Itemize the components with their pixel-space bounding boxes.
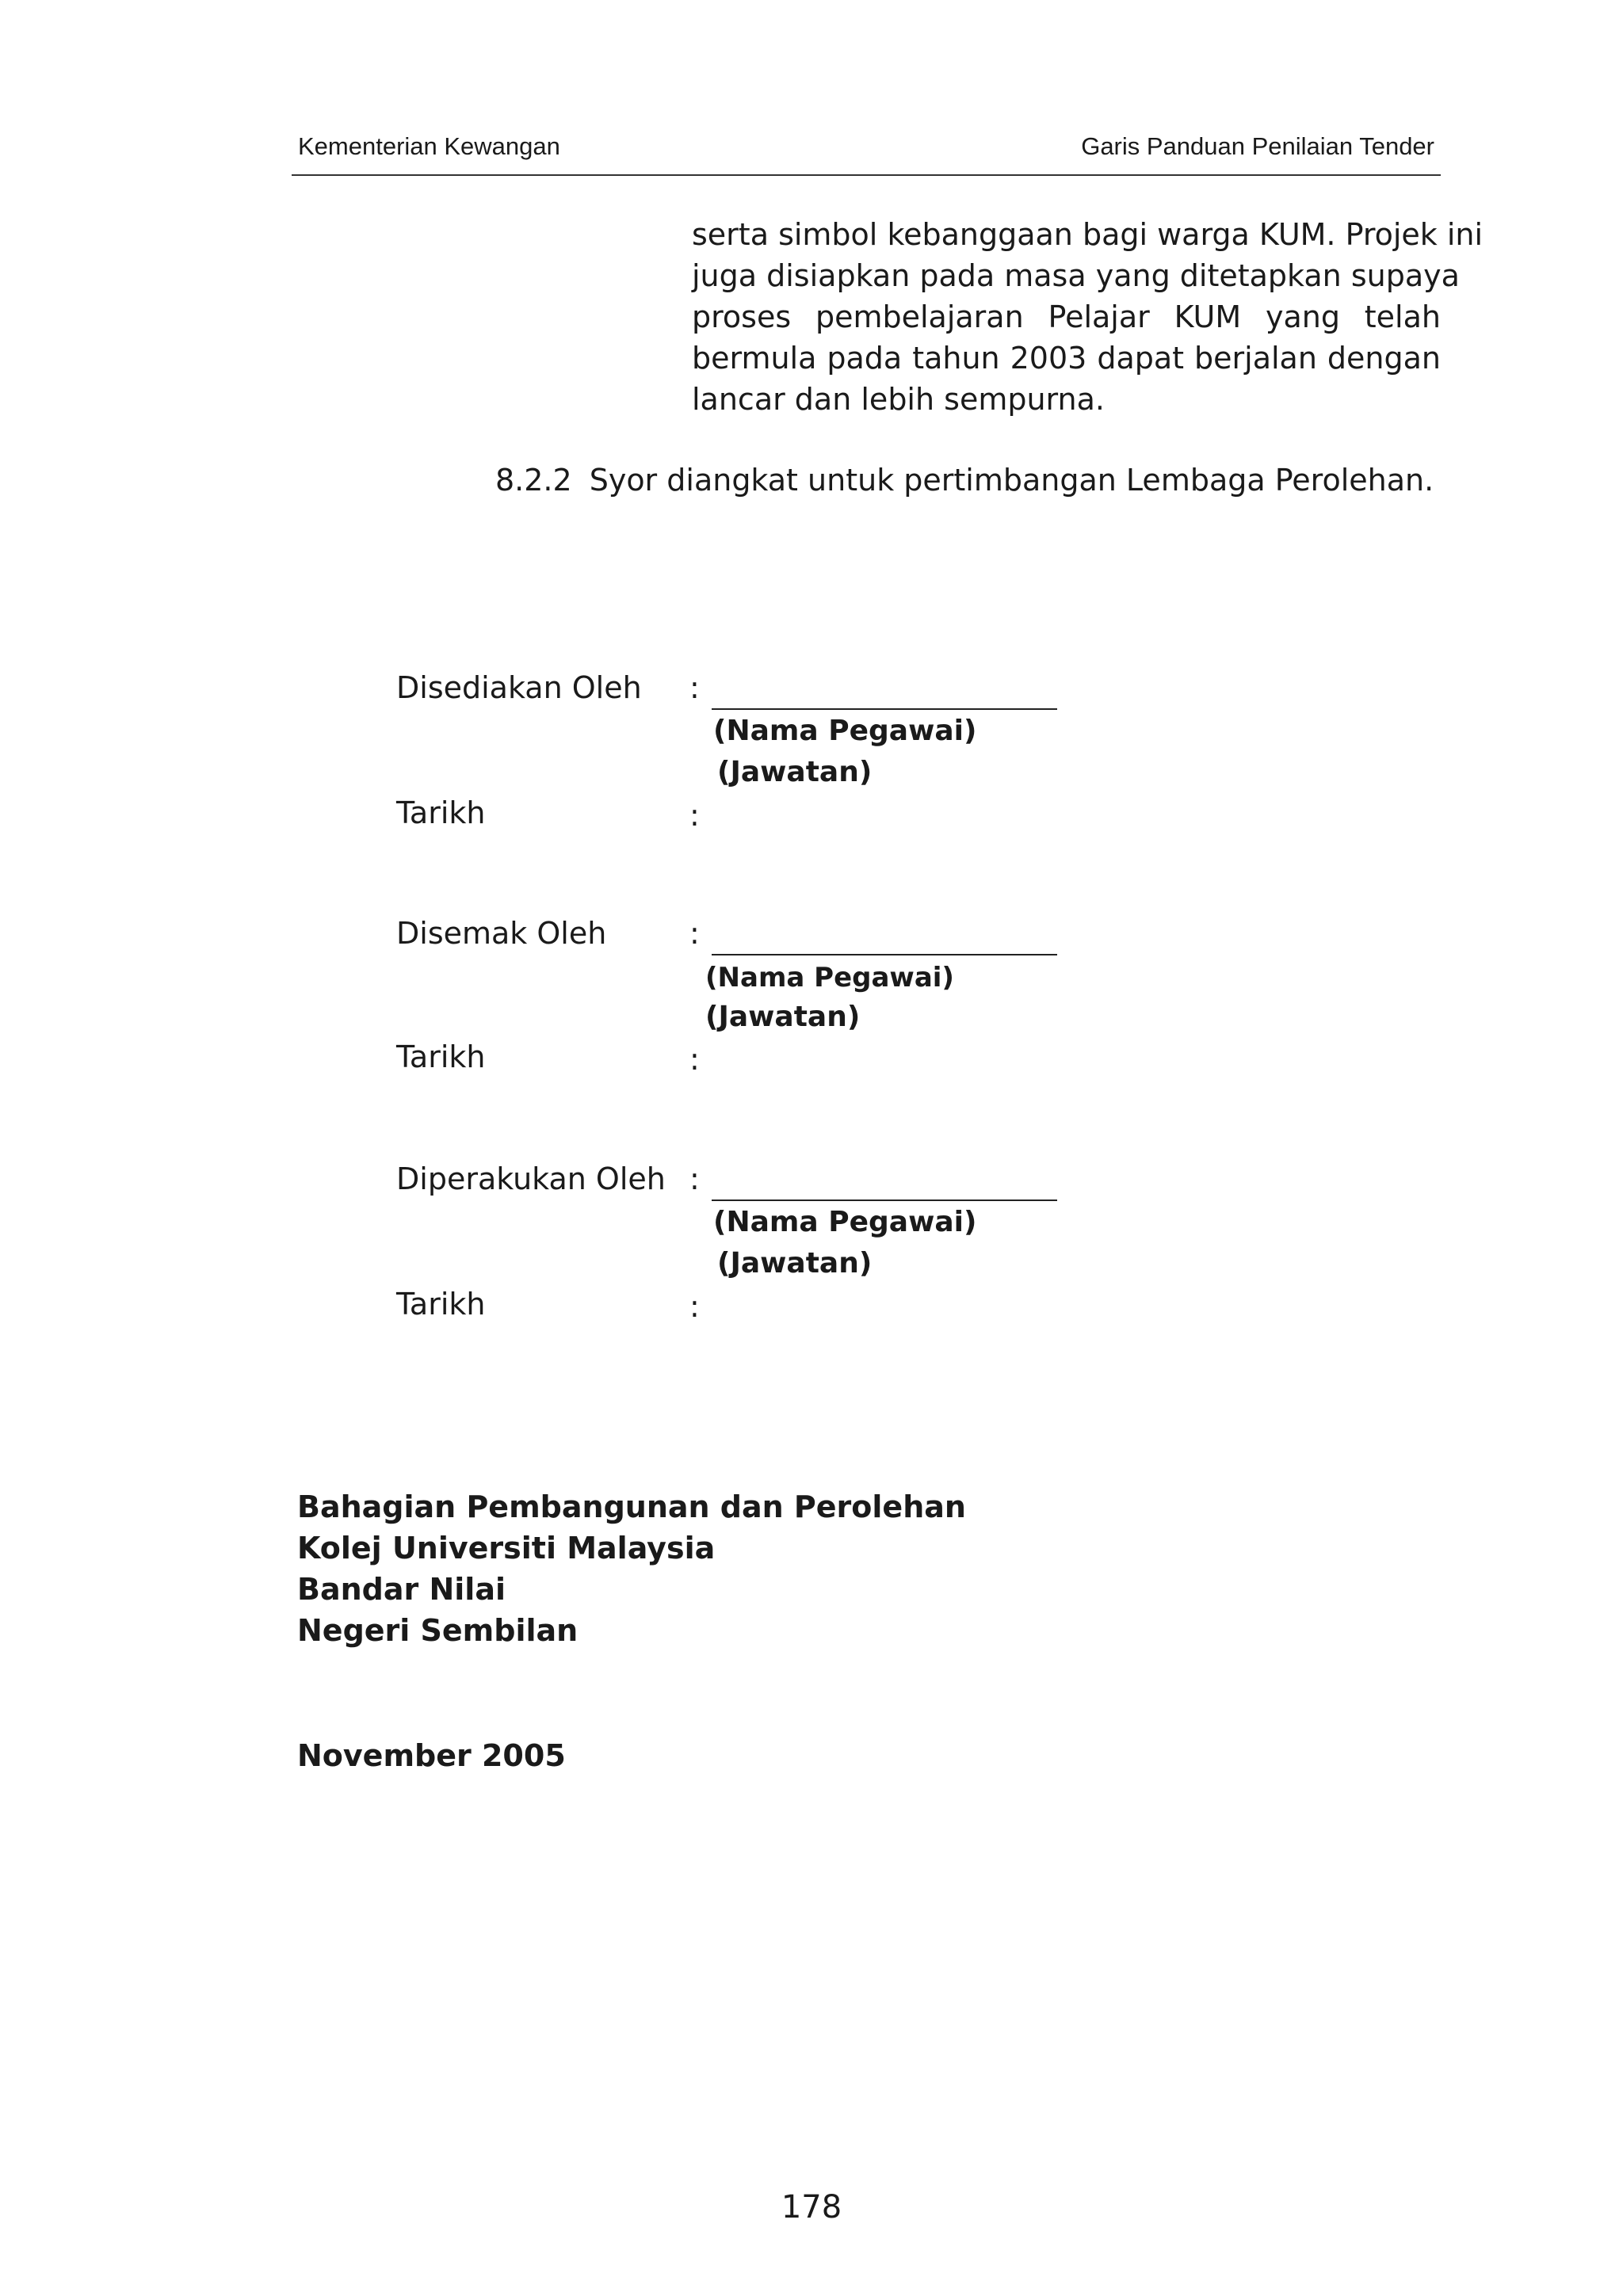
header-document-title: Garis Panduan Penilaian Tender <box>1081 132 1434 160</box>
prepared-by-officer-name: (Nama Pegawai) <box>713 715 977 747</box>
endorsed-by-signature-line <box>712 1199 1057 1201</box>
endorsed-date-colon: : <box>689 1289 700 1324</box>
prepared-by-colon: : <box>689 670 700 705</box>
address-line-town: Bandar Nilai <box>297 1572 506 1607</box>
checked-by-label: Disemak Oleh <box>396 916 607 951</box>
address-line-state: Negeri Sembilan <box>297 1613 579 1648</box>
endorsed-by-colon: : <box>689 1161 700 1196</box>
checked-date-colon: : <box>689 1042 700 1077</box>
paragraph-line: juga disiapkan pada masa yang ditetapkan supaya <box>692 258 1460 293</box>
checked-by-officer-name: (Nama Pegawai) <box>705 962 954 994</box>
body-paragraph <box>692 214 1484 420</box>
endorsed-by-officer-position: (Jawatan) <box>717 1247 873 1280</box>
document-date: November 2005 <box>297 1738 566 1773</box>
prepared-by-signature-line <box>712 708 1057 710</box>
prepared-date-label: Tarikh <box>396 795 486 830</box>
prepared-by-label: Disediakan Oleh <box>396 670 642 705</box>
endorsed-date-label: Tarikh <box>396 1287 486 1322</box>
endorsed-by-officer-name: (Nama Pegawai) <box>713 1206 977 1238</box>
clause-text: Syor diangkat untuk pertimbangan Lembaga Perolehan. <box>589 463 1434 498</box>
checked-by-officer-position: (Jawatan) <box>705 1001 861 1033</box>
prepared-date-colon: : <box>689 798 700 833</box>
paragraph-line: serta simbol kebanggaan bagi warga KUM. Projek ini <box>692 217 1484 252</box>
paragraph-line: proses pembelajaran Pelajar KUM yang telah <box>692 299 1441 334</box>
prepared-by-officer-position: (Jawatan) <box>717 756 873 788</box>
checked-by-signature-line <box>712 954 1057 955</box>
address-line-department: Bahagian Pembangunan dan Perolehan <box>297 1489 966 1524</box>
address-line-institution: Kolej Universiti Malaysia <box>297 1531 716 1566</box>
checked-by-colon: : <box>689 916 700 951</box>
header-ministry: Kementerian Kewangan <box>298 132 560 160</box>
clause-8-2-2 <box>495 460 1434 501</box>
checked-date-label: Tarikh <box>396 1039 486 1074</box>
header-rule <box>292 174 1441 176</box>
paragraph-line: lancar dan lebih sempurna. <box>692 382 1105 417</box>
endorsed-by-label: Diperakukan Oleh <box>396 1161 666 1196</box>
paragraph-line: bermula pada tahun 2003 dapat berjalan dengan <box>692 341 1441 376</box>
page-number: 178 <box>781 2189 842 2225</box>
clause-number: 8.2.2 <box>495 463 572 498</box>
